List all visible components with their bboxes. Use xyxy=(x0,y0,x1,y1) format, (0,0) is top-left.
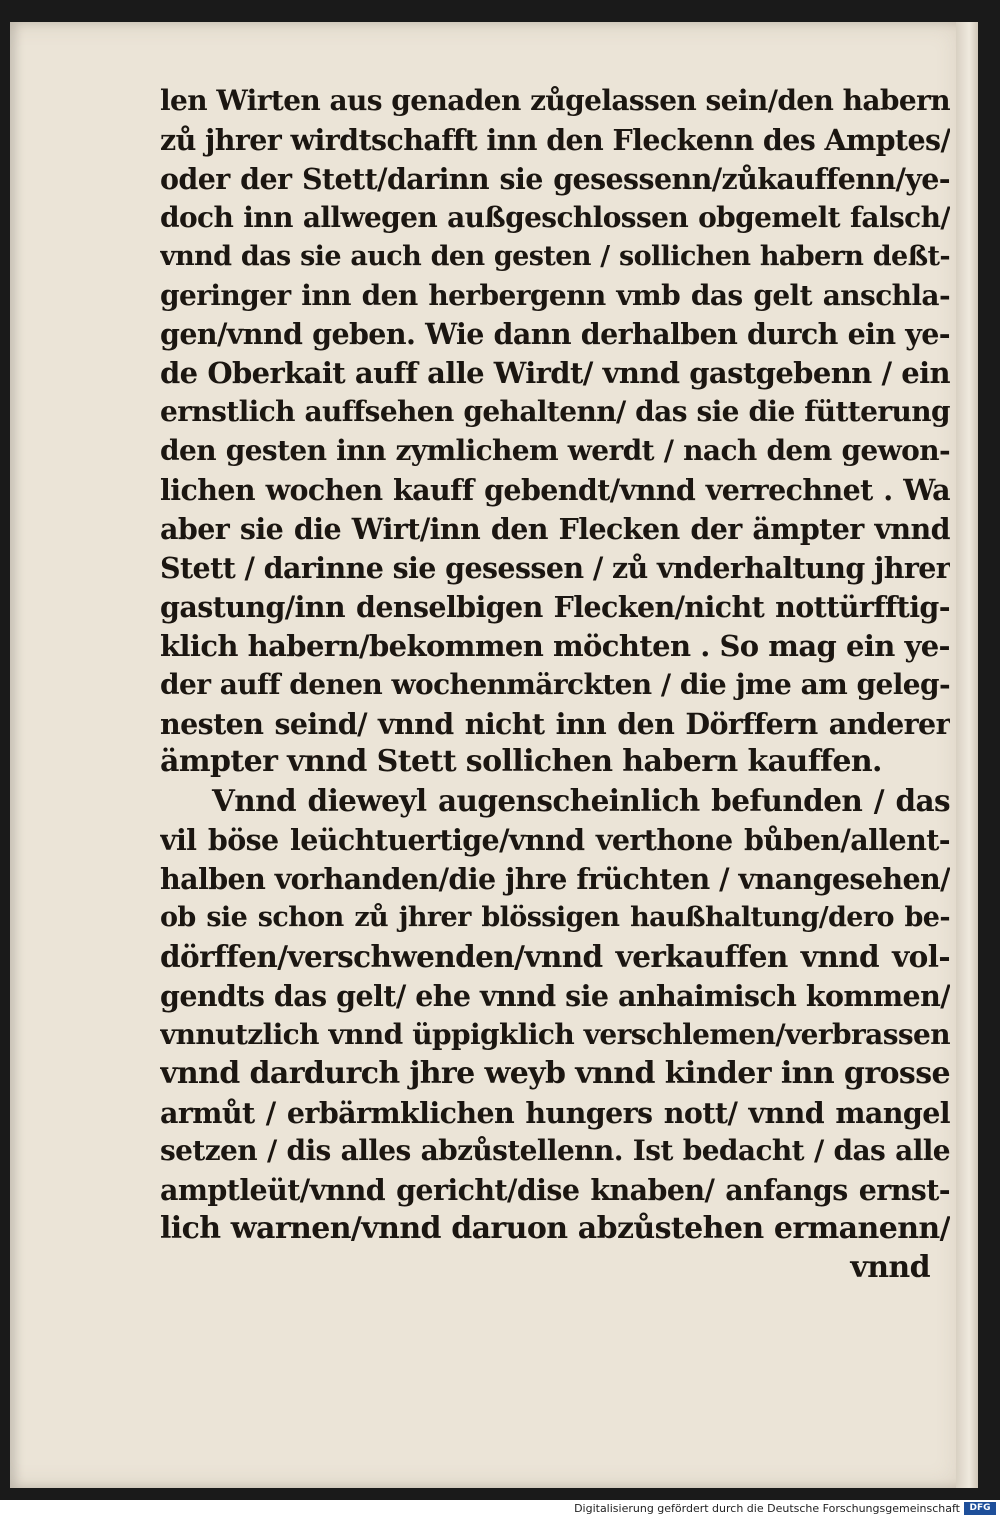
text-line: vnnd das sie auch den gesten / sollichen habern deßt- xyxy=(160,240,950,272)
text-line: armůt / erbärmklichen hungers nott/ vnnd mangel xyxy=(160,1095,950,1130)
text-line: gen/vnnd geben. Wie dann derhalben durch ein ye- xyxy=(160,317,950,352)
text-line: lichen wochen kauff gebendt/vnnd verrechnet . Wa xyxy=(160,473,950,508)
text-line: de Oberkait auff alle Wirdt/ vnnd gastgebenn / ein xyxy=(160,356,950,391)
text-line: gastung/inn denselbigen Flecken/nicht nottürfftig- xyxy=(160,589,950,624)
text-line: doch inn allwegen außgeschlossen obgemelt falsch/ xyxy=(160,200,950,234)
text-line: ob sie schon zů jhrer blössigen haußhaltung/dero be- xyxy=(160,902,950,934)
body-text xyxy=(160,82,950,1288)
text-line: dörffen/verschwenden/vnnd verkauffen vnnd vol- xyxy=(160,938,950,974)
text-line: Stett / darinne sie gesessen / zů vnderhaltung jhrer xyxy=(160,550,950,585)
text-line: klich habern/bekommen möchten . So mag ein ye- xyxy=(160,628,950,663)
text-line: oder der Stett/darinn sie gesessenn/zůkauffenn/ye- xyxy=(160,161,950,196)
text-line: lich warnen/vnnd daruon abzůstehen ermanenn/ xyxy=(160,1211,950,1247)
text-line: vnnutzlich vnnd üppigklich verschlemen/verbrassen xyxy=(160,1017,950,1051)
catchword: vnnd xyxy=(850,1250,930,1286)
text-line: setzen / dis alles abzůstellenn. Ist bedacht / das alle xyxy=(160,1134,950,1168)
text-line: ämpter vnnd Stett sollichen habern kauffen. xyxy=(160,744,882,780)
text-line: nesten seind/ vnnd nicht inn den Dörffern anderer xyxy=(160,706,950,741)
text-line: len Wirten aus genaden zůgelassen sein/den habern xyxy=(160,84,950,117)
text-line: halben vorhanden/die jhre früchten / vnangesehen/ xyxy=(160,862,950,897)
text-line: amptleüt/vnnd gericht/dise knaben/ anfangs ernst- xyxy=(160,1173,950,1208)
dfg-logo-icon: DFG xyxy=(964,1502,996,1515)
text-line: der auff denen wochenmärckten / die jme am geleg- xyxy=(160,667,950,701)
text-line: vil böse leüchtuertige/vnnd verthone bůben/allent- xyxy=(160,823,950,858)
text-line: zů jhrer wirdtschafft inn den Fleckenn des Amptes/ xyxy=(160,122,950,157)
text-line: den gesten inn zymlichem werdt / nach dem gewon- xyxy=(160,434,950,468)
text-line: vnnd dardurch jhre weyb vnnd kinder inn grosse xyxy=(160,1055,950,1091)
footer-bar xyxy=(0,1500,1000,1518)
text-line: gendts das gelt/ ehe vnnd sie anhaimisch kommen/ xyxy=(160,978,950,1013)
text-line: aber sie die Wirt/inn den Flecken der ämpter vnnd xyxy=(160,511,950,546)
text-line: ernstlich auffsehen gehaltenn/ das sie die fütterung xyxy=(160,395,950,429)
text-line: geringer inn den herbergenn vmb das gelt anschla- xyxy=(160,278,950,312)
page-edge xyxy=(956,22,978,1488)
funding-credit: Digitalisierung gefördert durch die Deutsche Forschungsgemeinschaft xyxy=(574,1502,960,1515)
text-line: Vnnd dieweyl augenscheinlich befunden / das xyxy=(212,783,950,819)
